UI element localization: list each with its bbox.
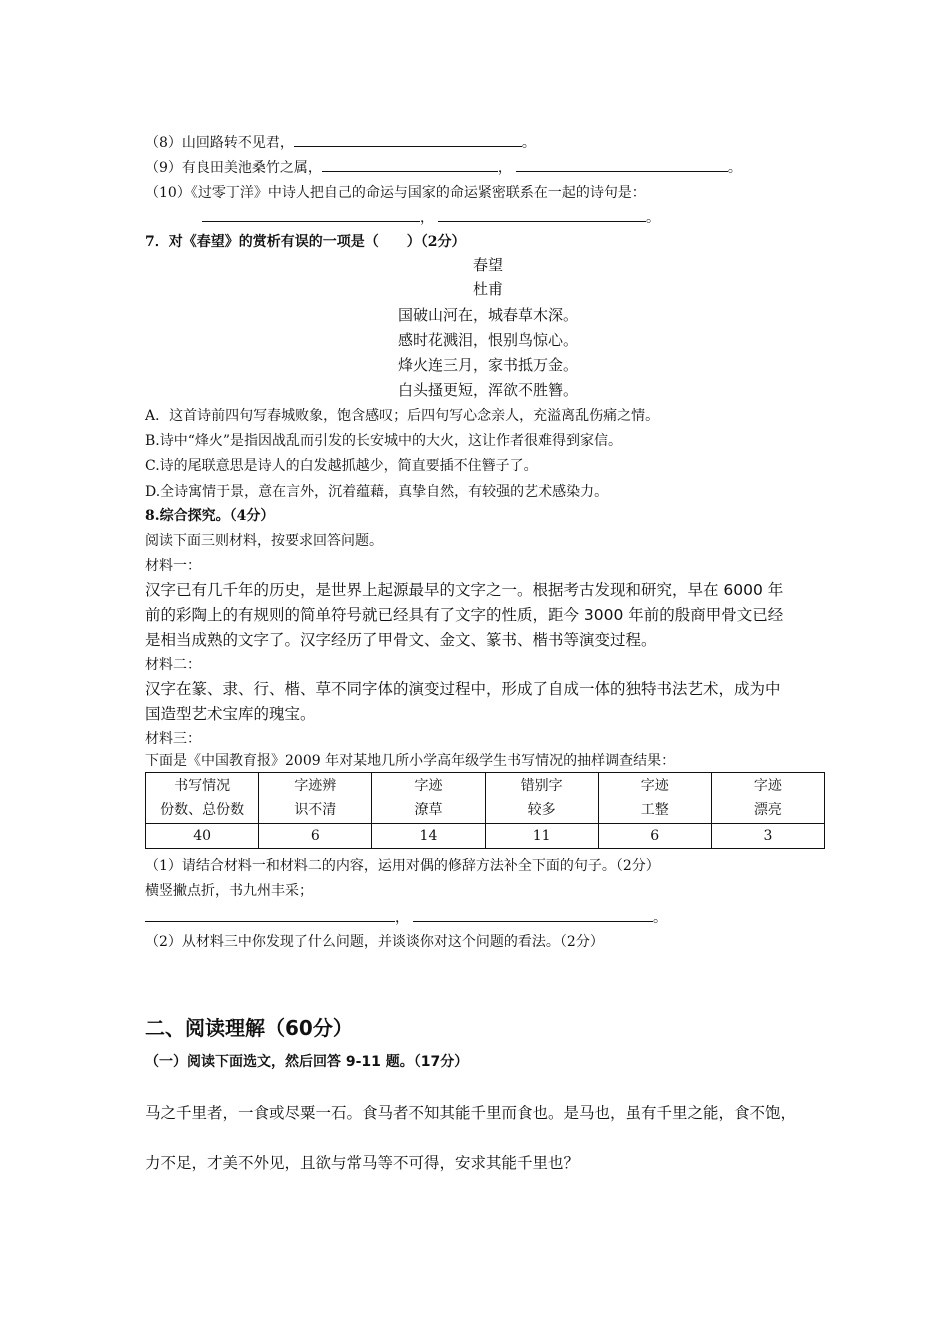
answer-blank[interactable] [202,207,420,222]
table-row [146,824,825,849]
reading-passage [145,1088,845,1188]
answer-blank[interactable] [322,157,498,172]
answer-blank[interactable] [413,907,653,922]
sub1-mid: ， [395,910,409,926]
question-9-line [145,157,742,178]
question-10-line: （10）《过零丁洋》中诗人把自己的命运与国家的命运紧密联系在一起的诗句是： [145,185,646,201]
table-cell: 3 [711,824,824,849]
material-2-line: 汉字在篆、隶、行、楷、草不同字体的演变过程中，形成了自成一体的独特书法艺术，成为中 [145,680,781,698]
survey-table [145,772,825,849]
material-2-text [145,677,845,727]
question-8-line [145,132,536,153]
answer-blank[interactable] [294,132,522,147]
table-header-row [146,773,825,824]
section-heading: 二、阅读理解（60分） [145,1016,353,1040]
passage-line: 力不足，才美不外见，且欲与常马等不可得，安求其能千里也？ [145,1154,580,1172]
q9-suffix: 。 [727,160,742,176]
question-7-title: 7．对《春望》的赏析有误的一项是（ ）（2分） [145,234,466,250]
option-c[interactable]: C.诗的尾联意思是诗人的白发越抓越少，简直要插不住簪子了。 [145,458,538,474]
passage-line: 马之千里者，一食或尽粟一石。食马者不知其能千里而食也。是马也，虽有千里之能，食不饱， [145,1104,797,1122]
table-header-cell: 书写情况 份数、总份数 [146,773,259,824]
table-cell: 40 [146,824,259,849]
table-cell: 6 [598,824,711,849]
q10-suffix: 。 [646,210,660,226]
answer-blank[interactable] [516,157,728,172]
material-3-intro: 下面是《中国教育报》2009 年对某地几所小学高年级学生书写情况的抽样调查结果： [145,753,676,769]
material-1-label: 材料一： [145,558,201,574]
poem-line: 白头搔更短，浑欲不胜簪。 [397,381,578,399]
table-header-cell: 字迹辨 识不清 [259,773,372,824]
table-cell: 11 [485,824,598,849]
sub-question-1-prompt: 横竖撇点折，书九州丰采； [145,883,313,899]
table-cell: 6 [259,824,372,849]
answer-blank[interactable] [438,207,646,222]
material-2-label: 材料二： [145,657,201,673]
table-header-cell: 字迹 工整 [598,773,711,824]
table-cell: 14 [372,824,485,849]
q9-prefix: （9）有良田美池桑竹之属， [145,160,322,176]
material-2-line: 国造型艺术宝库的瑰宝。 [145,705,316,723]
poem-author: 杜甫 [472,280,503,298]
q8-prefix: （8）山回路转不见君， [145,135,294,151]
sub-question-2: （2）从材料三中你发现了什么问题，并谈谈你对这个问题的看法。（2分） [145,934,604,950]
option-b[interactable]: B.诗中“烽火”是指因战乱而引发的长安城中的大火，这让作者很难得到家信。 [145,433,623,449]
answer-blank[interactable] [145,907,395,922]
material-1-line: 汉字已有几千年的历史，是世界上起源最早的文字之一。根据考古发现和研究，早在 6000 年 [145,581,784,599]
q9-mid: ， [497,160,512,176]
reading-part-title: （一）阅读下面选文，然后回答 9-11 题。（17分） [145,1054,469,1070]
sub-question-1-answer [145,907,667,928]
q10-mid: ， [420,210,434,226]
table-header-cell: 字迹 潦草 [372,773,485,824]
q8-suffix: 。 [521,135,536,151]
sub1-suffix: 。 [653,910,667,926]
material-1-text [145,578,845,653]
question-10-answer-line [202,207,660,228]
table-header-cell: 错别字 较多 [485,773,598,824]
option-a[interactable]: A．这首诗前四句写春城败象，饱含感叹；后四句写心念亲人，充溢离乱伤痛之情。 [145,408,660,424]
material-1-line: 前的彩陶上的有规则的简单符号就已经具有了文字的性质，距今 3000 年前的殷商甲骨文已经 [145,606,784,624]
option-d[interactable]: D.全诗寓情于景，意在言外，沉着蕴藉，真挚自然，有较强的艺术感染力。 [145,484,609,500]
material-3-label: 材料三： [145,731,201,747]
poem-line: 烽火连三月，家书抵万金。 [397,356,578,374]
table-header-cell: 字迹 漂亮 [711,773,824,824]
material-1-line: 是相当成熟的文字了。汉字经历了甲骨文、金文、篆书、楷书等演变过程。 [145,631,657,649]
question-8-intro: 阅读下面三则材料，按要求回答问题。 [145,533,383,549]
poem-line: 感时花溅泪，恨别鸟惊心。 [397,331,578,349]
question-8-title: 8.综合探究。（4分） [145,508,275,524]
poem-line: 国破山河在，城春草木深。 [397,306,578,324]
sub-question-1: （1）请结合材料一和材料二的内容，运用对偶的修辞方法补全下面的句子。（2分） [145,858,660,874]
poem-title: 春望 [472,256,503,274]
